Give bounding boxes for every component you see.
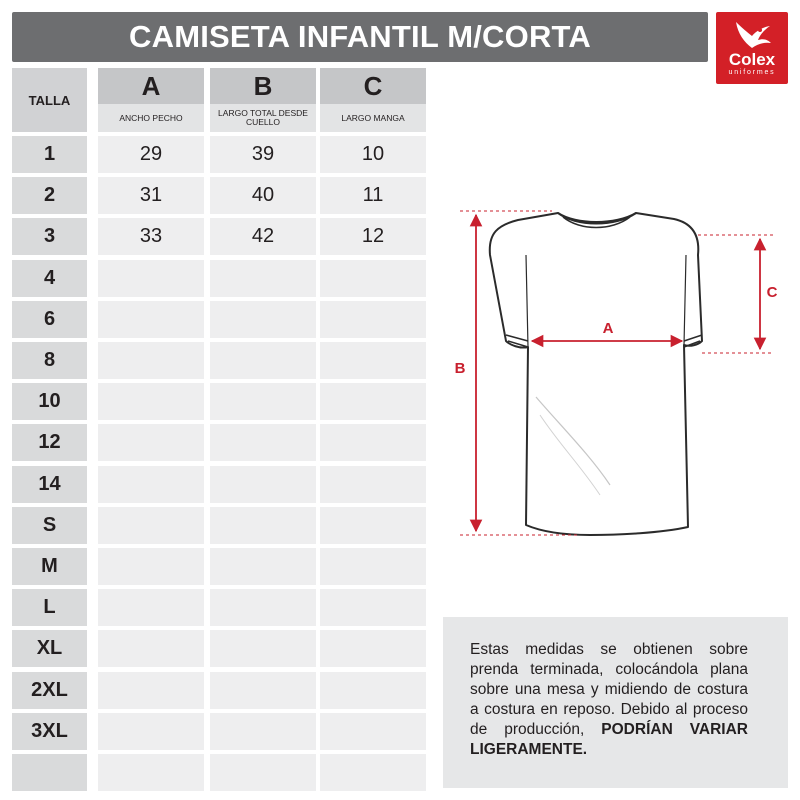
measurement-cell xyxy=(98,713,204,750)
measurement-cell xyxy=(320,342,426,379)
measurement-cell xyxy=(98,466,204,503)
measure-c-label: C xyxy=(766,284,778,301)
measurement-cell xyxy=(98,301,204,338)
measurement-cell: 42 xyxy=(210,218,316,255)
brand-logo xyxy=(716,12,788,84)
size-label xyxy=(12,754,87,791)
column-c-description: LARGO MANGA xyxy=(320,104,426,132)
page-title: CAMISETA INFANTIL M/CORTA xyxy=(129,19,591,54)
measurement-cell xyxy=(98,548,204,585)
size-label: 10 xyxy=(12,383,87,420)
measurement-cell xyxy=(98,260,204,297)
note-emphasis: PODRÍAN VARIAR LIGERAMENTE. xyxy=(470,721,748,758)
size-label: XL xyxy=(12,630,87,667)
size-label: M xyxy=(12,548,87,585)
tshirt-diagram xyxy=(440,195,780,555)
measurement-cell xyxy=(210,754,316,791)
measurement-cell: 12 xyxy=(320,218,426,255)
size-label: 4 xyxy=(12,260,87,297)
size-label: 14 xyxy=(12,466,87,503)
measurement-cell xyxy=(320,630,426,667)
measurement-cell xyxy=(98,672,204,709)
column-b-description: LARGO TOTAL DESDE CUELLO xyxy=(210,104,316,132)
size-label: 3 xyxy=(12,218,87,255)
measurement-cell: 31 xyxy=(98,177,204,214)
note-text: Estas medidas se obtienen sobre prenda terminada, colocándola plana sobre una mesa y midiendo de costura a costura en reposo. Debido al proceso de producción, xyxy=(470,641,748,738)
size-label: 2XL xyxy=(12,672,87,709)
measurement-cell xyxy=(320,301,426,338)
measurement-cell xyxy=(98,383,204,420)
measurement-cell xyxy=(210,342,316,379)
column-c-letter: C xyxy=(320,68,426,104)
measurement-cell xyxy=(210,466,316,503)
brand-tagline: uniformes xyxy=(728,69,776,76)
measurement-cell xyxy=(320,548,426,585)
measurement-cell xyxy=(210,424,316,461)
measurement-cell xyxy=(98,589,204,626)
size-label: 12 xyxy=(12,424,87,461)
column-a-letter: A xyxy=(98,68,204,104)
measurement-cell xyxy=(210,548,316,585)
measurement-cell: 10 xyxy=(320,136,426,173)
measurement-cell xyxy=(210,630,316,667)
bird-logo-icon xyxy=(730,18,774,52)
size-label: 8 xyxy=(12,342,87,379)
size-label: L xyxy=(12,589,87,626)
measurement-cell: 33 xyxy=(98,218,204,255)
measurement-cell xyxy=(210,301,316,338)
measurement-cell xyxy=(98,630,204,667)
size-label: 2 xyxy=(12,177,87,214)
measurement-note xyxy=(470,640,748,760)
size-column-header: TALLA xyxy=(12,68,87,132)
measure-b-label: B xyxy=(454,360,466,377)
measurement-cell: 11 xyxy=(320,177,426,214)
measurement-cell: 39 xyxy=(210,136,316,173)
measurement-cell: 29 xyxy=(98,136,204,173)
size-label: S xyxy=(12,507,87,544)
measurement-cell: 40 xyxy=(210,177,316,214)
brand-name: Colex xyxy=(728,50,776,69)
measurement-cell xyxy=(320,260,426,297)
measurement-cell xyxy=(210,260,316,297)
column-b-letter: B xyxy=(210,68,316,104)
measurement-cell xyxy=(210,589,316,626)
measurement-cell xyxy=(210,672,316,709)
measure-a-label: A xyxy=(602,320,614,337)
size-label: 1 xyxy=(12,136,87,173)
measurement-cell xyxy=(320,466,426,503)
column-a-description: ANCHO PECHO xyxy=(98,104,204,132)
measurement-cell xyxy=(320,672,426,709)
measurement-cell xyxy=(98,342,204,379)
measurement-cell xyxy=(320,383,426,420)
measurement-cell xyxy=(98,424,204,461)
measurement-cell xyxy=(98,754,204,791)
measure-c xyxy=(698,235,778,353)
measurement-cell xyxy=(210,507,316,544)
measurement-cell xyxy=(320,507,426,544)
tshirt-outline xyxy=(490,213,702,535)
measurement-cell xyxy=(210,383,316,420)
measurement-cell xyxy=(98,507,204,544)
size-label: 6 xyxy=(12,301,87,338)
measurement-cell xyxy=(210,713,316,750)
size-label: 3XL xyxy=(12,713,87,750)
measurement-cell xyxy=(320,589,426,626)
title-bar xyxy=(12,12,708,62)
measurement-cell xyxy=(320,754,426,791)
measurement-cell xyxy=(320,713,426,750)
measurement-cell xyxy=(320,424,426,461)
